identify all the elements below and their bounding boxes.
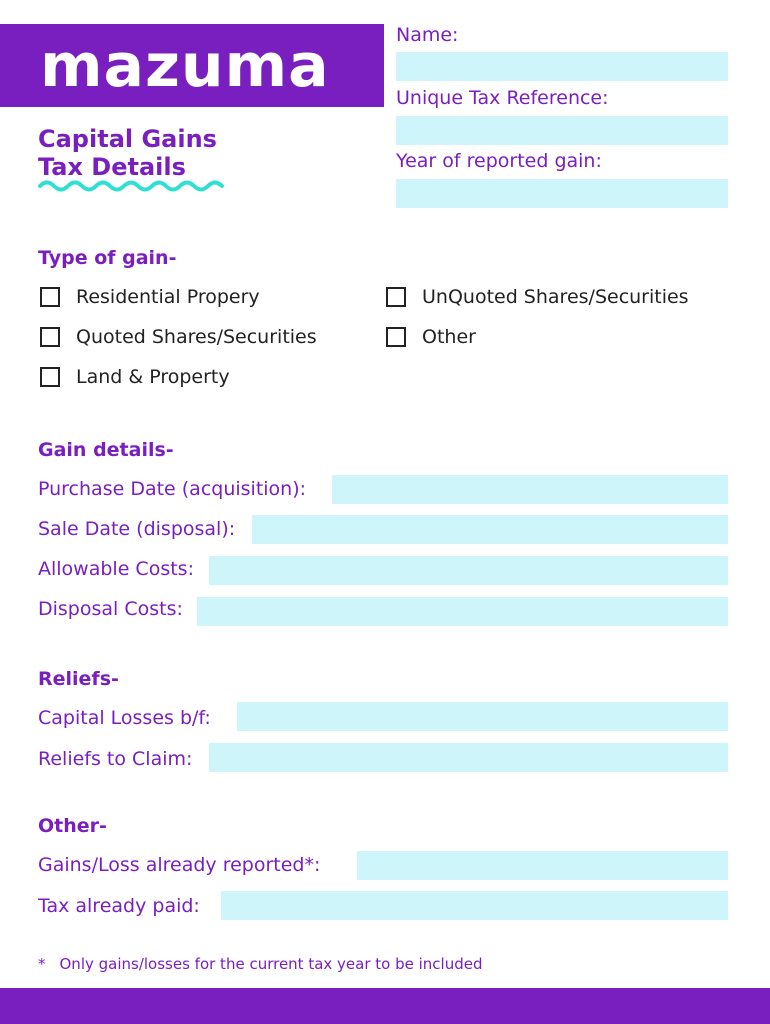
unquoted-shares-checkbox[interactable] [386,287,406,307]
purchase-date-field[interactable] [332,475,728,504]
gain-details-heading: Gain details- [38,439,174,461]
disposal-costs-label: Disposal Costs: [38,598,183,620]
tax-already-paid-field[interactable] [221,891,728,920]
option-land-property[interactable] [40,366,230,388]
quoted-shares-checkbox[interactable] [40,327,60,347]
type-of-gain-heading: Type of gain- [38,247,177,269]
tax-already-paid-label: Tax already paid: [38,895,200,917]
option-other[interactable] [386,326,476,348]
mazuma-logo: mazuma [40,30,330,101]
name-label: Name: [396,24,459,46]
option-unquoted-shares[interactable] [386,286,689,308]
name-field[interactable] [396,52,728,81]
page-title [38,125,217,181]
year-label: Year of reported gain: [396,150,602,172]
other-label: Other [422,326,476,348]
footnote-text: Only gains/losses for the current tax year to be included [59,955,483,973]
option-quoted-shares[interactable] [40,326,317,348]
capital-losses-field[interactable] [237,702,728,731]
squiggle-underline-icon [38,177,224,195]
reliefs-to-claim-label: Reliefs to Claim: [38,748,193,770]
purchase-date-label: Purchase Date (acquisition): [38,478,307,500]
land-property-label: Land & Property [76,366,230,388]
allowable-costs-field[interactable] [209,556,728,585]
other-checkbox[interactable] [386,327,406,347]
title-line-2: Tax Details [38,153,186,181]
capital-losses-label: Capital Losses b/f: [38,707,211,729]
reliefs-to-claim-field[interactable] [209,743,728,772]
reliefs-heading: Reliefs- [38,668,119,690]
year-field[interactable] [396,179,728,208]
land-property-checkbox[interactable] [40,367,60,387]
residential-property-checkbox[interactable] [40,287,60,307]
utr-field[interactable] [396,116,728,145]
utr-label: Unique Tax Reference: [396,87,609,109]
option-residential-property[interactable] [40,286,260,308]
sale-date-field[interactable] [252,515,728,544]
footer-bar [0,988,770,1024]
unquoted-shares-label: UnQuoted Shares/Securities [422,286,689,308]
footnote-marker: * [38,955,46,973]
sale-date-label: Sale Date (disposal): [38,518,236,540]
gains-loss-reported-label: Gains/Loss already reported*: [38,854,321,876]
other-heading: Other- [38,815,107,837]
gains-loss-reported-field[interactable] [357,851,728,880]
quoted-shares-label: Quoted Shares/Securities [76,326,317,348]
disposal-costs-field[interactable] [197,597,728,626]
footnote [38,955,483,973]
title-line-1: Capital Gains [38,125,217,153]
allowable-costs-label: Allowable Costs: [38,558,194,580]
residential-property-label: Residential Propery [76,286,260,308]
brand-header [0,24,384,107]
